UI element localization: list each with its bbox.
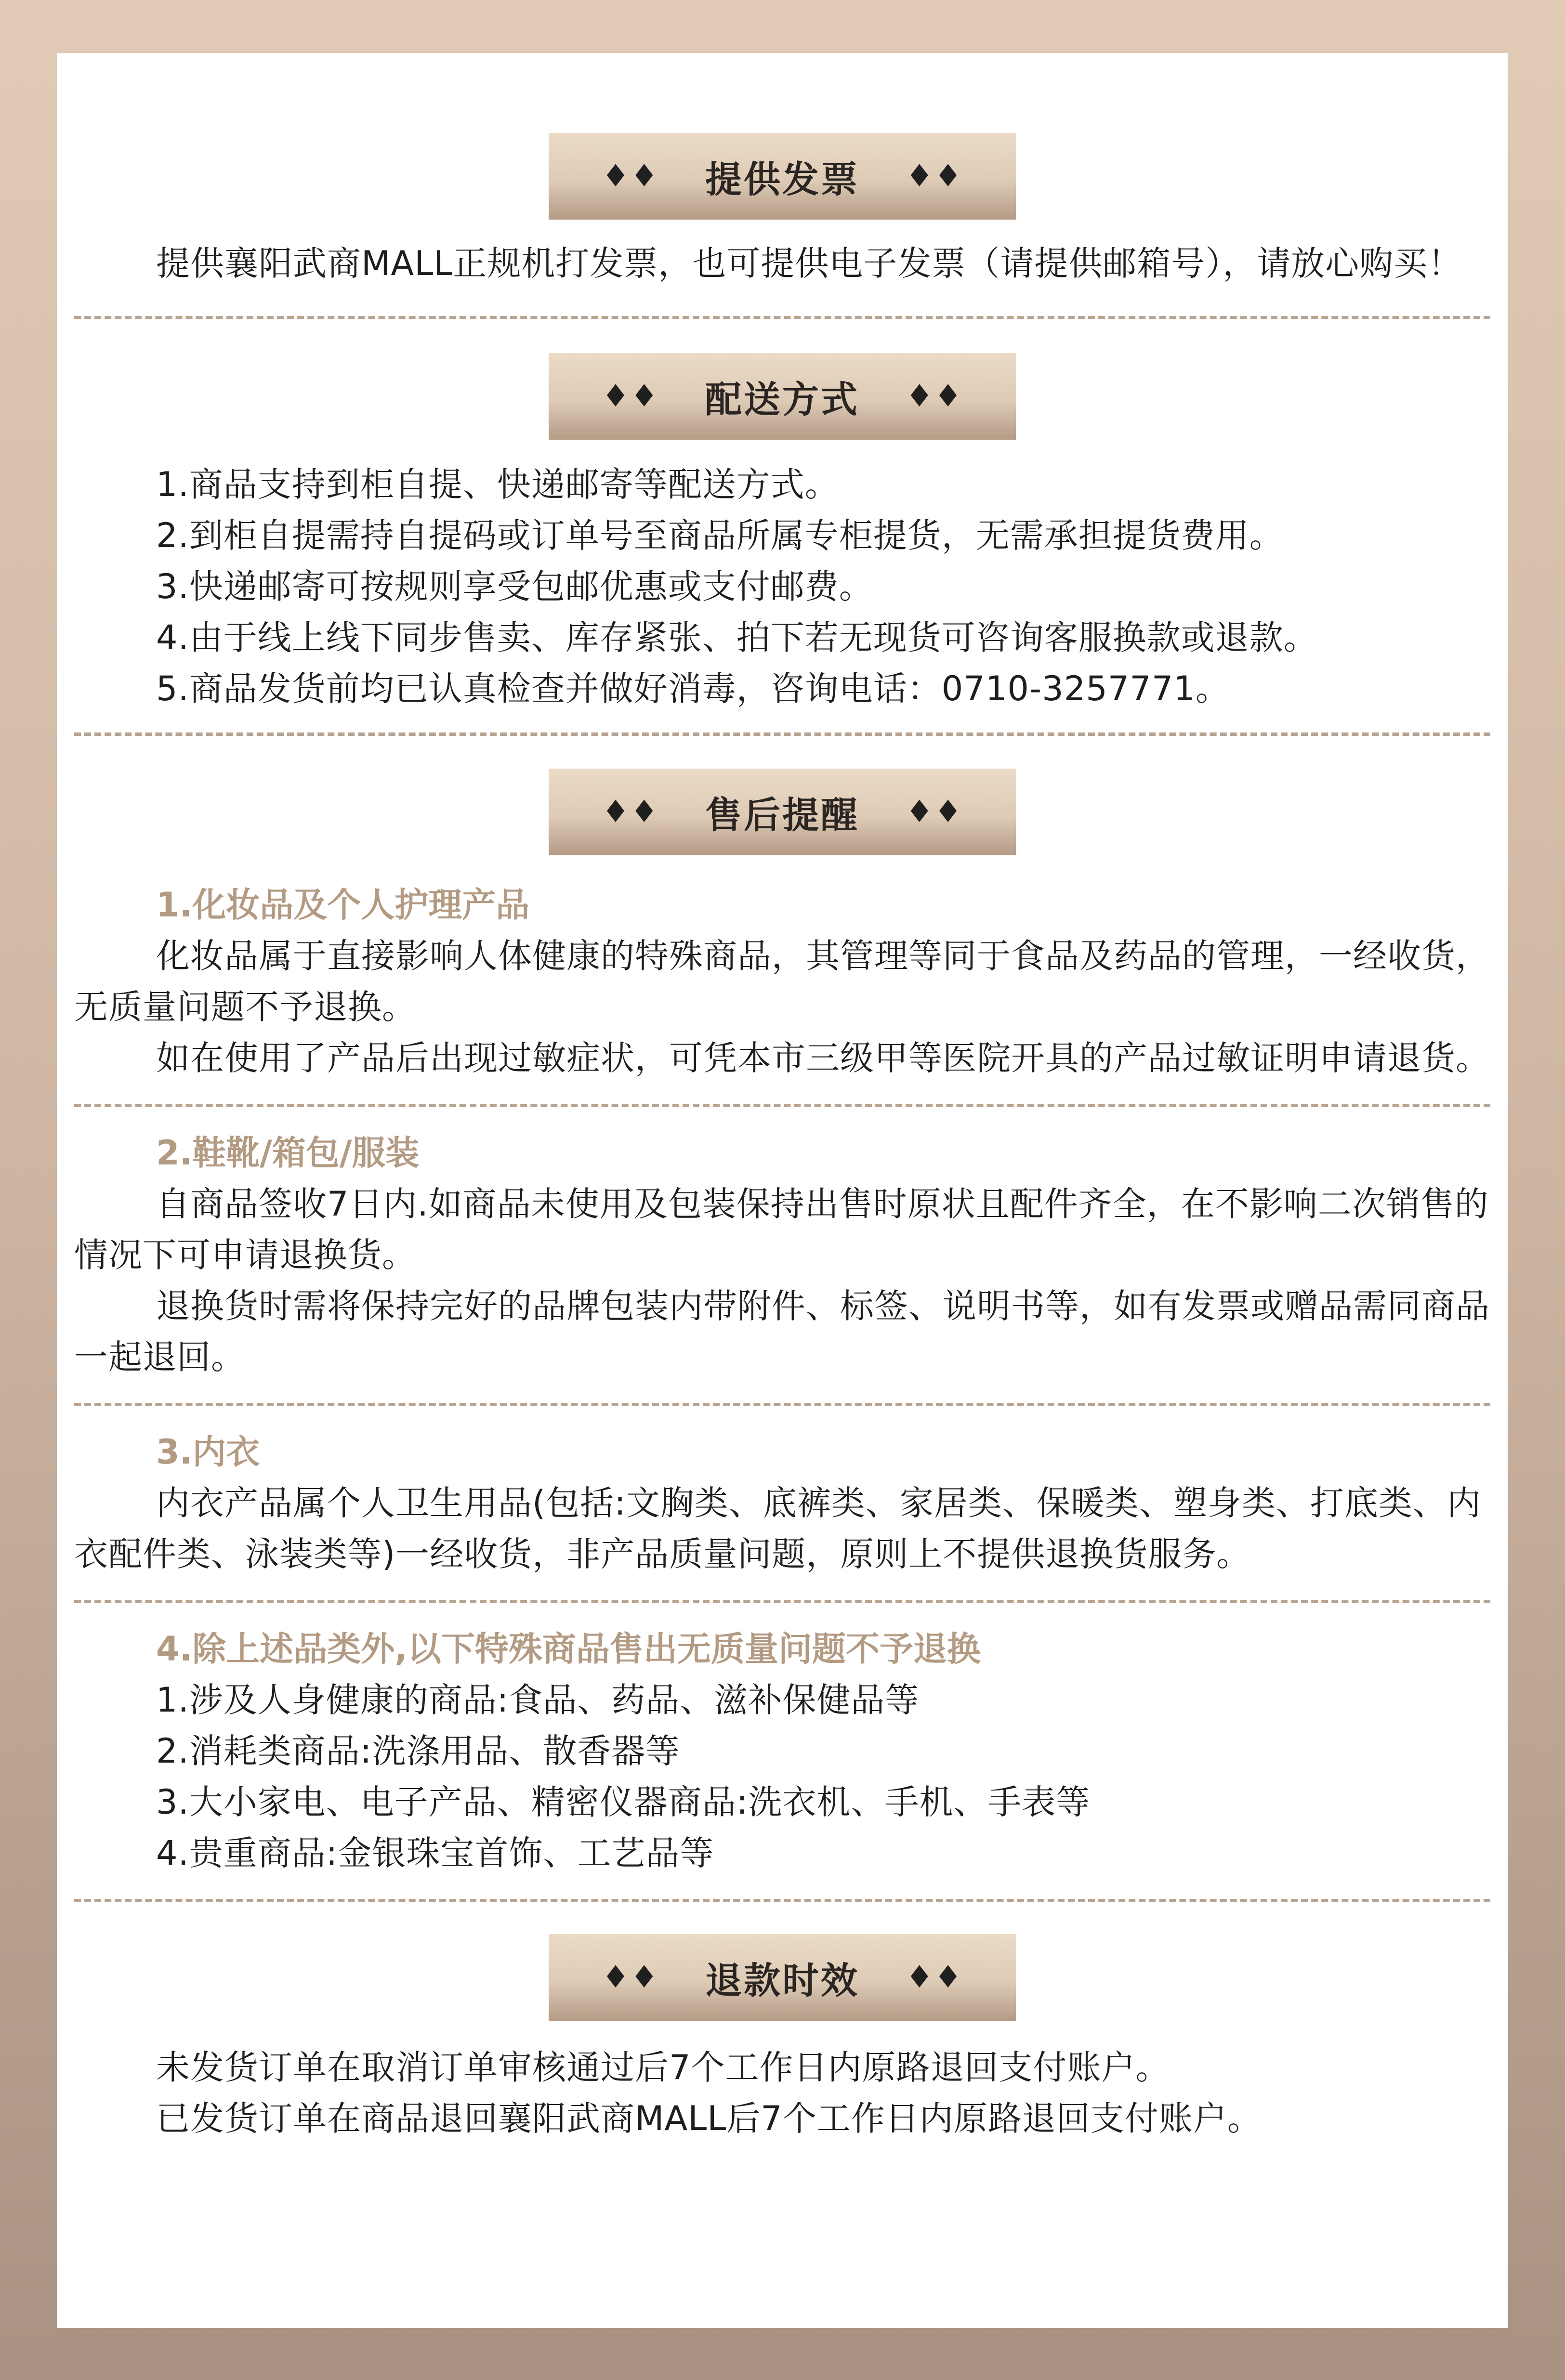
- list-item: 1.商品支持到柜自提、快递邮寄等配送方式。: [156, 465, 839, 504]
- list-item: 已发货订单在商品退回襄阳武商MALL后7个工作日内原路退回支付账户。: [156, 2099, 1262, 2138]
- invoice-banner: [549, 133, 1016, 220]
- divider: [74, 1104, 1490, 1107]
- delivery-banner: [549, 353, 1016, 440]
- divider: [74, 732, 1490, 736]
- list-item: 4.贵重商品:金银珠宝首饰、工艺品等: [156, 1833, 714, 1873]
- diamond-icon: ♦♦: [906, 794, 963, 830]
- refund-banner-wrap: [74, 1902, 1490, 2021]
- delivery-title: 配送方式: [705, 378, 859, 421]
- shoes-heading: 2.鞋靴/箱包/服装: [156, 1133, 420, 1173]
- underwear-para-1: 内衣产品属个人卫生用品(包括:文胸类、底裤类、家居类、保暖类、塑身类、打底类、内衣配件类、泳装类等)一经收货，非产品质量问题，原则上不提供退换货服务。: [74, 1483, 1481, 1574]
- refund-title: 退款时效: [705, 1959, 859, 2002]
- invoice-text: 提供襄阳武商MALL正规机打发票，也可提供电子发票（请提供邮箱号），请放心购买！: [156, 244, 1462, 283]
- list-item: 5.商品发货前均已认真检查并做好消毒，咨询电话：0710-3257771。: [156, 669, 1230, 708]
- refund-banner: [549, 1934, 1016, 2021]
- list-item: 3.大小家电、电子产品、精密仪器商品:洗衣机、手机、手表等: [156, 1782, 1091, 1822]
- delivery-list: [74, 459, 1490, 714]
- aftersale-title: 售后提醒: [705, 793, 859, 837]
- cosmetics-heading: 1.化妆品及个人护理产品: [156, 885, 530, 925]
- divider: [74, 316, 1490, 319]
- special-list: [74, 1674, 1490, 1879]
- cosmetics-para-1: 化妆品属于直接影响人体健康的特殊商品，其管理等同于食品及药品的管理，一经收货，无质量问题不予退换。: [74, 936, 1490, 1027]
- refund-list: [74, 2042, 1490, 2144]
- list-item: 未发货订单在取消订单审核通过后7个工作日内原路退回支付账户。: [156, 2048, 1170, 2087]
- diamond-icon: ♦♦: [602, 158, 659, 194]
- diamond-icon: ♦♦: [602, 794, 659, 830]
- aftersale-banner: [549, 769, 1016, 855]
- divider: [74, 1600, 1490, 1603]
- diamond-icon: ♦♦: [602, 379, 659, 414]
- list-item: 3.快递邮寄可按规则享受包邮优惠或支付邮费。: [156, 567, 873, 606]
- underwear-heading: 3.内衣: [156, 1432, 260, 1472]
- cosmetics-para-2: 如在使用了产品后出现过敏症状，可凭本市三级甲等医院开具的产品过敏证明申请退货。: [156, 1038, 1490, 1078]
- diamond-icon: ♦♦: [602, 1960, 659, 1995]
- diamond-icon: ♦♦: [906, 379, 963, 414]
- diamond-icon: ♦♦: [906, 158, 963, 194]
- divider: [74, 1403, 1490, 1406]
- shoes-para-1: 自商品签收7日内.如商品未使用及包装保持出售时原状且配件齐全，在不影响二次销售的情况下可申请退换货。: [74, 1184, 1489, 1275]
- delivery-banner-wrap: [74, 319, 1490, 440]
- divider: [74, 1899, 1490, 1902]
- invoice-banner-wrap: [74, 53, 1490, 220]
- shoes-para-2: 退换货时需将保持完好的品牌包装内带附件、标签、说明书等，如有发票或赠品需同商品一起退回。: [74, 1286, 1490, 1377]
- special-heading: 4.除上述品类外,以下特殊商品售出无质量问题不予退换: [156, 1629, 981, 1669]
- content-panel: [57, 53, 1508, 2328]
- invoice-title: 提供发票: [705, 157, 859, 201]
- list-item: 2.到柜自提需持自提码或订单号至商品所属专柜提货，无需承担提货费用。: [156, 516, 1284, 555]
- aftersale-banner-wrap: [74, 736, 1490, 855]
- list-item: 4.由于线上线下同步售卖、库存紧张、拍下若无现货可咨询客服换款或退款。: [156, 618, 1318, 657]
- diamond-icon: ♦♦: [906, 1960, 963, 1995]
- list-item: 1.涉及人身健康的商品:食品、药品、滋补保健品等: [156, 1680, 920, 1720]
- list-item: 2.消耗类商品:洗涤用品、散香器等: [156, 1731, 680, 1771]
